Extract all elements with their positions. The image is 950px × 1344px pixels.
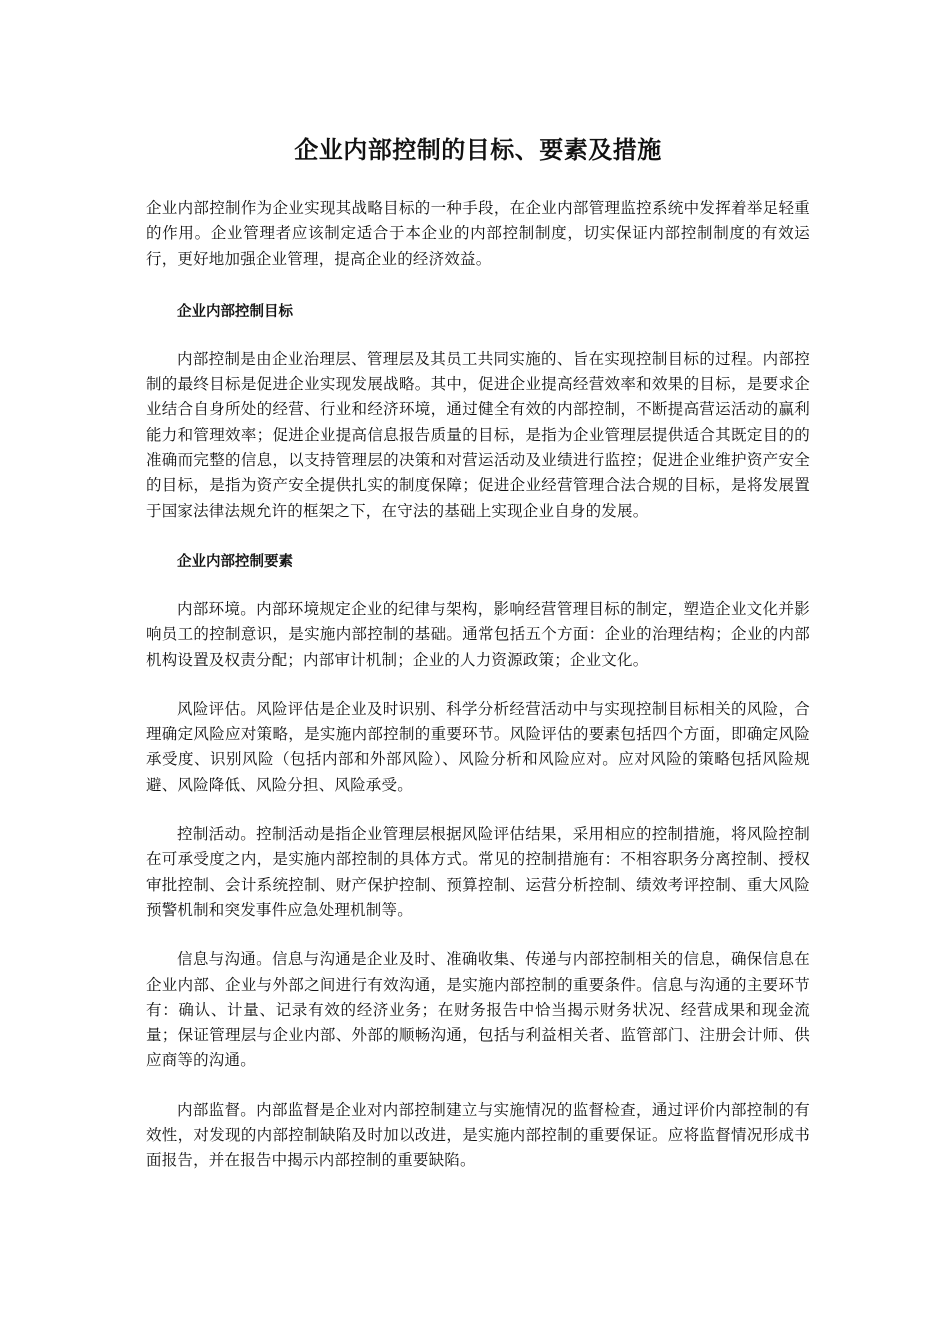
element-paragraph-internal-environment: 内部环境。内部环境规定企业的纪律与架构，影响经营管理目标的制定，塑造企业文化并影响员工的控制意识，是实施内部控制的基础。通常包括五个方面：企业的治理结构；企业的内部机构设置及权责分配；内部审计机制；企业的人力资源政策；企业文化。 bbox=[146, 599, 810, 669]
section-heading-elements: 企业内部控制要素 bbox=[177, 553, 293, 570]
element-paragraph-internal-supervision: 内部监督。内部监督是企业对内部控制建立与实施情况的监督检查，通过评价内部控制的有效性，对发现的内部控制缺陷及时加以改进，是实施内部控制的重要保证。应将监督情况形成书面报告，并在报告中揭示内部控制的重要缺陷。 bbox=[146, 1100, 810, 1170]
document-title: 企业内部控制的目标、要素及措施 bbox=[294, 136, 662, 164]
intro-paragraph: 企业内部控制作为企业实现其战略目标的一种手段，在企业内部管理监控系统中发挥着举足轻重的作用。企业管理者应该制定适合于本企业的内部控制制度，切实保证内部控制制度的有效运行，更好地加强企业管理，提高企业的经济效益。 bbox=[146, 199, 810, 268]
section-heading-goals: 企业内部控制目标 bbox=[177, 303, 293, 320]
goals-paragraph: 内部控制是由企业治理层、管理层及其员工共同实施的、旨在实现控制目标的过程。内部控制的最终目标是促进企业实现发展战略。其中，促进企业提高经营效率和效果的目标，是要求企业结合自身所处的经营、行业和经济环境，通过健全有效的内部控制，不断提高营运活动的赢利能力和管理效率；促进企业提高信息报告质量的目标，是指为企业管理层提供适合其既定目的的准确而完整的信息，以支持管理层的决策和对营运活动及业绩进行监控；促进企业维护资产安全的目标，是指为资产安全提供扎实的制度保障；促进企业经营管理合法合规的目标，是将发展置于国家法律法规允许的框架之下，在守法的基础上实现企业自身的发展。 bbox=[146, 349, 810, 520]
document-page bbox=[146, 130, 810, 1174]
element-paragraph-information-communication: 信息与沟通。信息与沟通是企业及时、准确收集、传递与内部控制相关的信息，确保信息在企业内部、企业与外部之间进行有效沟通，是实施内部控制的重要条件。信息与沟通的主要环节有：确认、计量、记录有效的经济业务；在财务报告中恰当揭示财务状况、经营成果和现金流量；保证管理层与企业内部、外部的顺畅沟通，包括与利益相关者、监管部门、注册会计师、供应商等的沟通。 bbox=[146, 950, 810, 1070]
element-paragraph-control-activities: 控制活动。控制活动是指企业管理层根据风险评估结果，采用相应的控制措施，将风险控制在可承受度之内，是实施内部控制的具体方式。常见的控制措施有：不相容职务分离控制、授权审批控制、会计系统控制、财产保护控制、预算控制、运营分析控制、绩效考评控制、重大风险预警机制和突发事件应急处理机制等。 bbox=[146, 825, 810, 919]
element-paragraph-risk-assessment: 风险评估。风险评估是企业及时识别、科学分析经营活动中与实现控制目标相关的风险，合理确定风险应对策略，是实施内部控制的重要环节。风险评估的要素包括四个方面，即确定风险承受度、识别风险（包括内部和外部风险）、风险分析和风险应对。应对风险的策略包括风险规避、风险降低、风险分担、风险承受。 bbox=[146, 699, 810, 794]
